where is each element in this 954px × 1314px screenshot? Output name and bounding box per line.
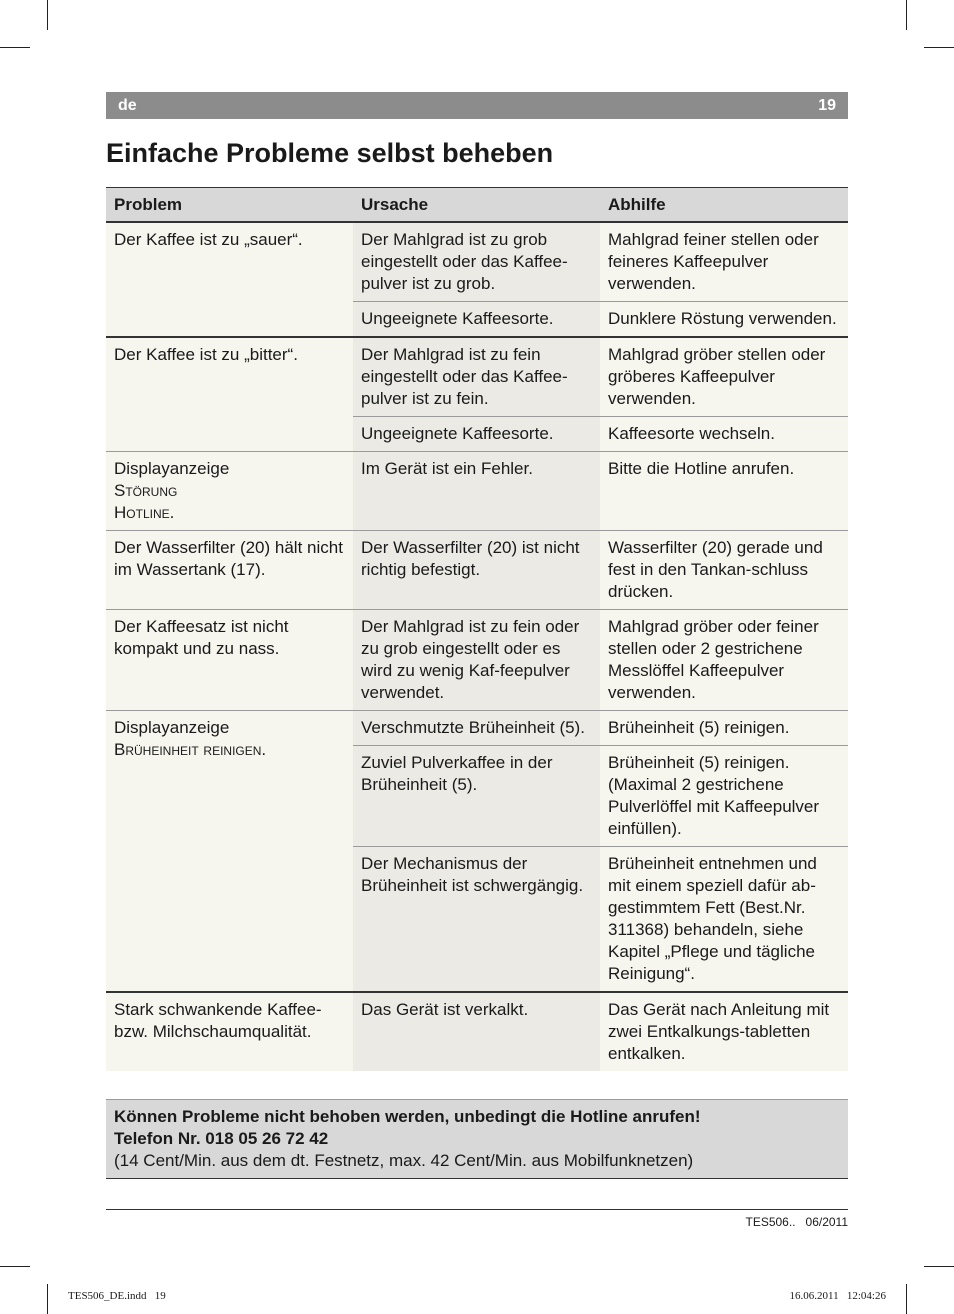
problem-text: Der Kaffee ist zu „bitter“. (114, 345, 298, 364)
page-title: Einfache Probleme selbst beheben (106, 138, 554, 168)
problem-cell: Der Kaffeesatz ist nicht kompakt und zu nass. (106, 610, 353, 711)
cause-cell: Der Mahlgrad ist zu grob eingestellt oder das Kaffee-pulver ist zu grob. (353, 222, 600, 302)
cause-cell: Der Mahlgrad ist zu fein eingestellt oder das Kaffee-pulver ist zu fein. (353, 337, 600, 417)
column-header: Problem (106, 188, 353, 223)
hotline-warning: Können Probleme nicht behoben werden, unbedingt die Hotline anrufen! (114, 1107, 701, 1126)
model-info: TES506.. 06/2011 (745, 1215, 848, 1229)
remedy-cell: Brüheinheit entnehmen und mit einem speziell dafür ab-gestimmtem Fett (Best.Nr. 311368) behandeln, siehe Kapitel „Pflege und tägliche Reinigung“. (600, 847, 848, 993)
crop-mark (47, 1284, 48, 1314)
cause-cell: Im Gerät ist ein Fehler. (353, 452, 600, 531)
remedy-cell: Brüheinheit (5) reinigen. (600, 711, 848, 746)
display-message: Brüheinheit reinigen. (114, 740, 267, 759)
problem-cell (106, 222, 353, 337)
page-number: 19 (818, 97, 836, 114)
table-row (106, 711, 848, 746)
cause-cell: Das Gerät ist verkalkt. (353, 992, 600, 1071)
cause-cell: Verschmutzte Brüheinheit (5). (353, 711, 600, 746)
footer-divider (106, 1209, 848, 1210)
remedy-cell: Kaffeesorte wechseln. (600, 417, 848, 452)
cause-cell: Zuviel Pulverkaffee in der Brüheinheit (5). (353, 746, 600, 847)
problem-cell (106, 452, 353, 531)
crop-mark (0, 47, 30, 48)
display-message: Störung (114, 481, 178, 500)
problem-text: Der Kaffee ist zu „sauer“. (114, 230, 303, 249)
remedy-cell: Bitte die Hotline anrufen. (600, 452, 848, 531)
cause-cell: Der Mahlgrad ist zu fein oder zu grob eingestellt oder es wird zu wenig Kaf-feepulver verwendet. (353, 610, 600, 711)
hotline-phone: Telefon Nr. 018 05 26 72 42 (114, 1129, 329, 1148)
hotline-cost: (14 Cent/Min. aus dem dt. Festnetz, max. 42 Cent/Min. aus Mobilfunknetzen) (114, 1151, 694, 1170)
cause-cell: Der Wasserfilter (20) ist nicht richtig befestigt. (353, 531, 600, 610)
crop-mark (906, 0, 907, 30)
problem-cell: Stark schwankende Kaffee-bzw. Milchschaumqualität. (106, 992, 353, 1071)
table-row (106, 992, 848, 1071)
problem-cell: Der Wasserfilter (20) hält nicht im Wassertank (17). (106, 531, 353, 610)
remedy-cell: Brüheinheit (5) reinigen. (Maximal 2 gestrichene Pulverlöffel mit Kaffeepulver einfüllen). (600, 746, 848, 847)
troubleshooting-table (106, 187, 848, 1071)
table-row (106, 337, 848, 417)
crop-mark (924, 47, 954, 48)
table-header-row (106, 188, 848, 223)
problem-text: Displayanzeige (114, 718, 230, 737)
remedy-cell: Mahlgrad gröber oder feiner stellen oder 2 gestrichene Messlöffel Kaffeepulver verwenden. (600, 610, 848, 711)
column-header: Ursache (353, 188, 600, 223)
table-row (106, 610, 848, 711)
crop-mark (924, 1266, 954, 1267)
cause-cell: Ungeeignete Kaffeesorte. (353, 417, 600, 452)
remedy-cell: Wasserfilter (20) gerade und fest in den Tankan-schluss drücken. (600, 531, 848, 610)
crop-mark (906, 1284, 907, 1314)
language-code: de (118, 97, 137, 114)
table-row (106, 452, 848, 531)
problem-cell (106, 337, 353, 452)
crop-mark (0, 1266, 30, 1267)
table-row (106, 531, 848, 610)
problem-cell (106, 711, 353, 993)
remedy-cell: Mahlgrad feiner stellen oder feineres Kaffeepulver verwenden. (600, 222, 848, 302)
print-slug-left: TES506_DE.indd 19 (68, 1290, 166, 1302)
crop-mark (47, 0, 48, 30)
print-slug-right: 16.06.2011 12:04:26 (789, 1290, 886, 1302)
remedy-cell: Dunklere Röstung verwenden. (600, 302, 848, 338)
display-message: Hotline. (114, 503, 175, 522)
column-header: Abhilfe (600, 188, 848, 223)
problem-text: Displayanzeige (114, 459, 230, 478)
remedy-cell: Das Gerät nach Anleitung mit zwei Entkalkungs-tabletten entkalken. (600, 992, 848, 1071)
page-header (106, 92, 848, 119)
table-row (106, 222, 848, 302)
cause-cell: Ungeeignete Kaffeesorte. (353, 302, 600, 338)
remedy-cell: Mahlgrad gröber stellen oder gröberes Kaffeepulver verwenden. (600, 337, 848, 417)
cause-cell: Der Mechanismus der Brüheinheit ist schwergängig. (353, 847, 600, 993)
hotline-notice (106, 1099, 848, 1179)
